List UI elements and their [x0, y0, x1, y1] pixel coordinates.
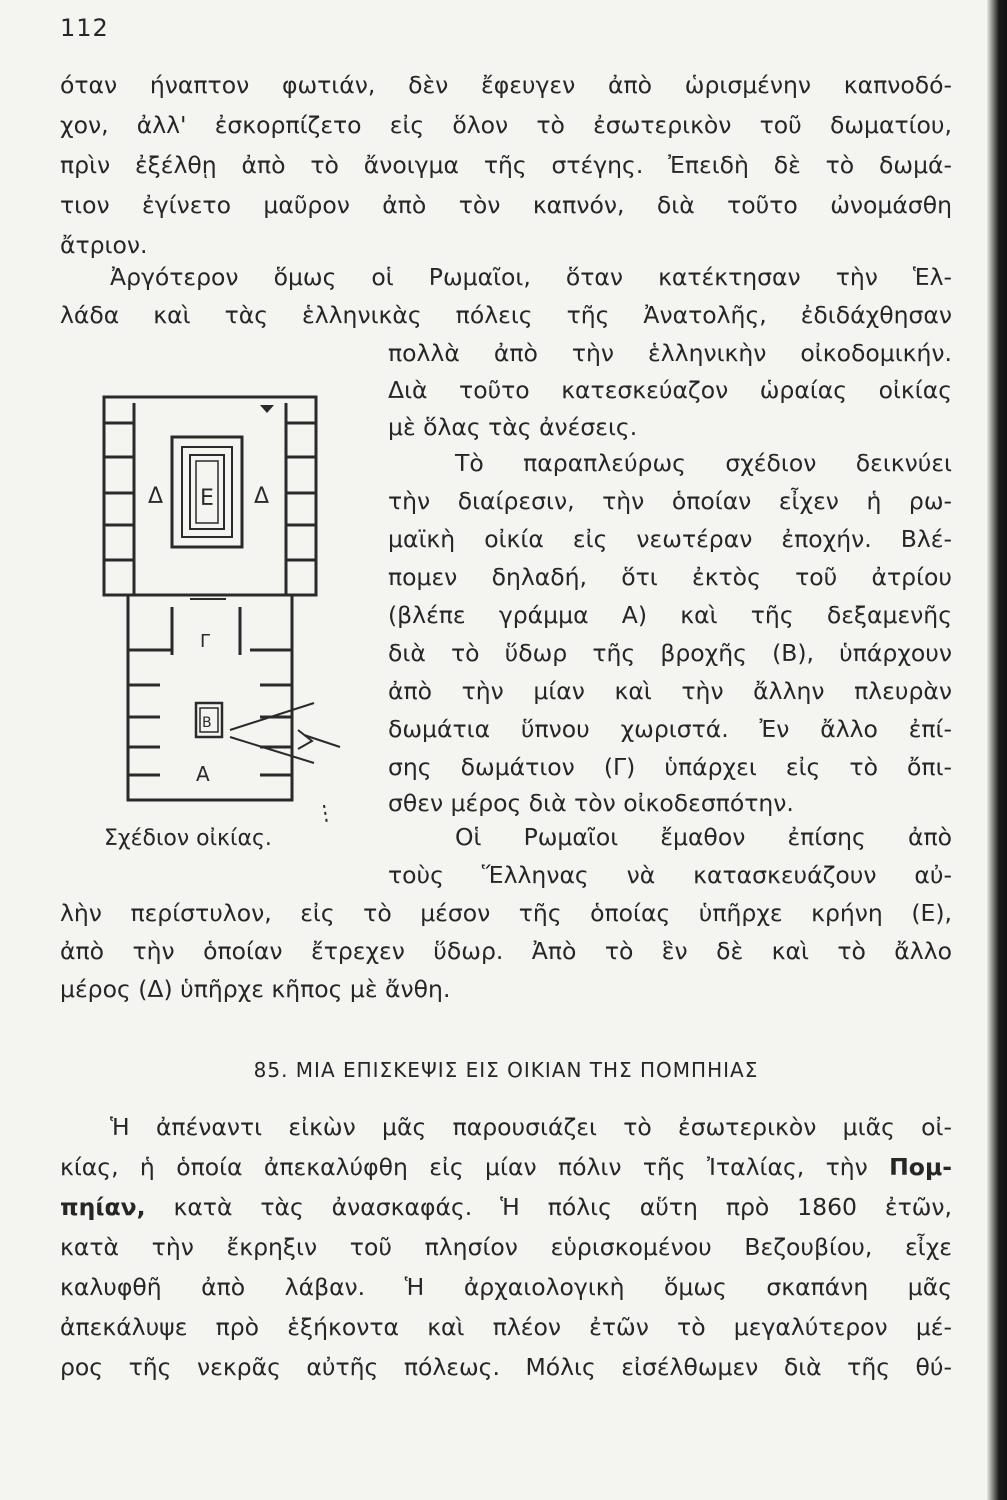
- text-line: πρὶν ἐξέλθῃ ἀπὸ τὸ ἄνοιγμα τῆς στέγης. Ἐπειδὴ δὲ τὸ δωμά-: [60, 151, 952, 179]
- text-line: μέρος (Δ) ὑπῆρχε κῆπος μὲ ἄνθη.: [60, 975, 451, 1003]
- text-line: ἀπὸ τὴν μίαν καὶ τὴν ἄλλην πλευρὰν: [388, 677, 952, 705]
- text-line: χον, ἀλλ' ἐσκορπίζετο εἰς ὅλον τὸ ἐσωτερικὸν τοῦ δωματίου,: [60, 111, 952, 139]
- bold-term: πηίαν,: [60, 1193, 146, 1221]
- text-line: ἀπὸ τὴν ὁποίαν ἔτρεχεν ὕδωρ. Ἀπὸ τὸ ἓν δὲ καὶ τὸ ἄλλο: [60, 937, 952, 965]
- text-line: Τὸ παραπλεύρως σχέδιον δεικνύει: [455, 449, 952, 477]
- text-line: Ἀργότερον ὅμως οἱ Ρωμαῖοι, ὅταν κατέκτησαν τὴν Ἑλ-: [110, 263, 952, 291]
- text-line: λάδα καὶ τὰς ἑλληνικὰς πόλεις τῆς Ἀνατολῆς, ἐδιδάχθησαν: [60, 301, 952, 329]
- plan-label-impluvium: Β: [202, 715, 212, 731]
- figure-caption: Σχέδιον οἰκίας.: [104, 826, 272, 851]
- page-edge: [987, 0, 1007, 1500]
- text-line: (βλέπε γράμμα Α) καὶ τῆς δεξαμενῆς: [388, 601, 952, 629]
- text-line: ἀπεκάλυψε πρὸ ἑξήκοντα καὶ πλέον ἐτῶν τὸ μεγαλύτερον μέ-: [60, 1313, 952, 1341]
- text-line: λὴν περίστυλον, εἰς τὸ μέσον τῆς ὁποίας ὑπῆρχε κρήνη (Ε),: [60, 899, 952, 927]
- text-line: κίας, ἡ ὁποία ἀπεκαλύφθη εἰς μίαν πόλιν τῆς Ἰταλίας, τὴν Πομ-: [60, 1153, 952, 1181]
- house-plan-figure: [90, 385, 350, 825]
- atrium-outline: [128, 595, 292, 800]
- text-line: πηίαν, κατὰ τὰς ἀνασκαφάς. Ἡ πόλις αὕτη πρὸ 1860 ἐτῶν,: [60, 1193, 952, 1221]
- text-line: τοὺς Ἕλληνας νὰ κατασκευάζουν αὐ-: [388, 861, 952, 889]
- plan-label-garden-right: Δ: [254, 484, 270, 509]
- plan-label-atrium: Α: [196, 762, 210, 786]
- text-line: σθεν μέρος διὰ τὸν οἰκοδεσπότην.: [388, 789, 794, 817]
- text-line: δωμάτια ὕπνου χωριστά. Ἐν ἄλλο ἐπί-: [388, 715, 952, 743]
- text-line: μαϊκὴ οἰκία εἰς νεωτέραν ἐποχήν. Βλέ-: [388, 525, 952, 553]
- text-line: πολλὰ ἀπὸ τὴν ἑλληνικὴν οἰκοδομικήν.: [388, 339, 952, 367]
- plan-label-garden-left: Δ: [148, 484, 164, 509]
- plan-label-fountain: Ε: [200, 486, 214, 511]
- text-line: πομεν δηλαδή, ὅτι ἐκτὸς τοῦ ἀτρίου: [388, 563, 952, 591]
- text-line: σης δωμάτιον (Γ) ὑπάρχει εἰς τὸ ὄπι-: [388, 753, 952, 781]
- text-line: μὲ ὅλας τὰς ἀνέσεις.: [388, 413, 638, 441]
- text-line: ἄτριον.: [60, 231, 148, 259]
- text-line: τὴν διαίρεσιν, τὴν ὁποίαν εἶχεν ἡ ρω-: [388, 487, 952, 515]
- text-line: διὰ τὸ ὕδωρ τῆς βροχῆς (Β), ὑπάρχουν: [388, 639, 952, 667]
- section-heading: 85. ΜΙΑ ΕΠΙΣΚΕΨΙΣ ΕΙΣ ΟΙΚΙΑΝ ΤΗΣ ΠΟΜΠΗΙΑΣ: [253, 1058, 759, 1082]
- text-line: ρος τῆς νεκρᾶς αὐτῆς πόλεως. Μόλις εἰσέλθωμεν διὰ τῆς θύ-: [60, 1353, 952, 1381]
- text-line: Οἱ Ρωμαῖοι ἔμαθον ἐπίσης ἀπὸ: [455, 823, 952, 851]
- bold-term: Πομ-: [889, 1153, 952, 1181]
- plan-label-tablinum: Γ: [200, 631, 211, 652]
- text-line: τιον ἐγίνετο μαῦρον ἀπὸ τὸν καπνόν, διὰ τοῦτο ὠνομάσθη: [60, 191, 952, 219]
- text-line: όταν ήναπτον φωτιάν, δὲν ἔφευγεν ἀπὸ ὡρισμένην καπνοδό-: [60, 71, 952, 99]
- page-number: 112: [60, 14, 109, 42]
- text-line: Διὰ τοῦτο κατεσκεύαζον ὡραίας οἰκίας: [388, 376, 952, 404]
- text-line: Ἡ ἀπέναντι εἰκὼν μᾶς παρουσιάζει τὸ ἐσωτερικὸν μιᾶς οἰ-: [110, 1113, 952, 1141]
- text-line: καλυφθῆ ἀπὸ λάβαν. Ἡ ἀρχαιολογικὴ ὅμως σκαπάνη μᾶς: [60, 1273, 952, 1301]
- text-line: κατὰ τὴν ἔκρηξιν τοῦ πλησίον εὑρισκομένου Βεζουβίου, εἶχε: [60, 1233, 952, 1261]
- house-plan-drawing: [90, 385, 350, 825]
